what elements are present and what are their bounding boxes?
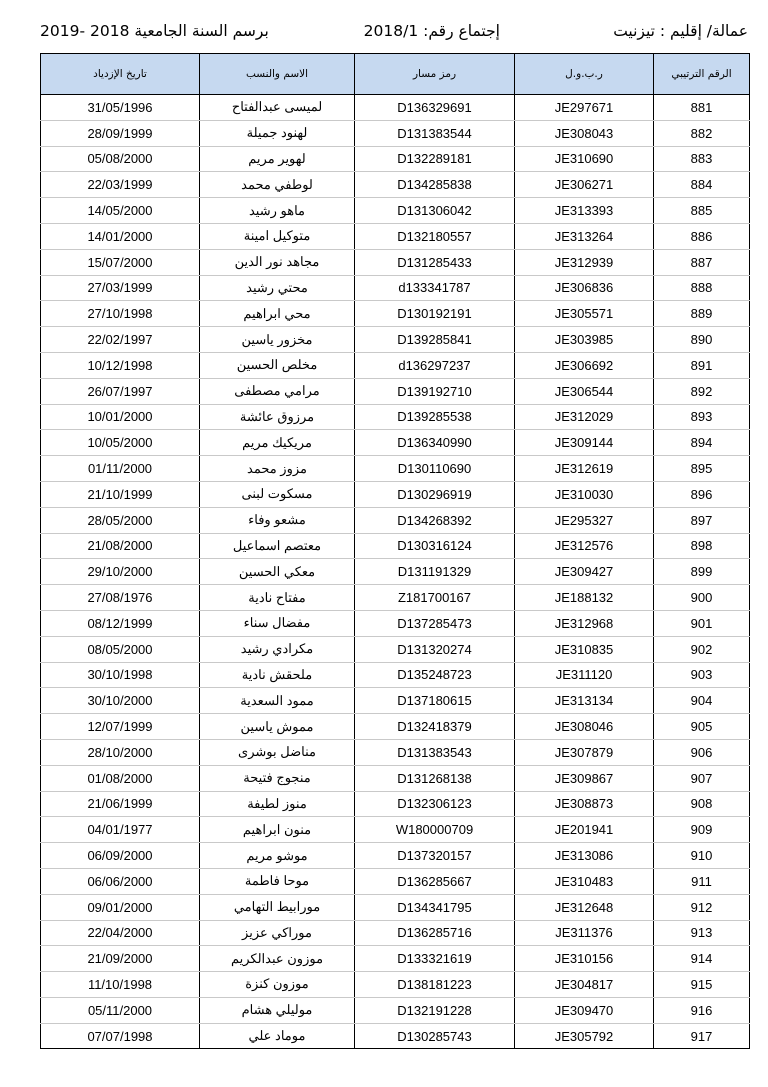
birthdate-cell: 21/10/1999 bbox=[41, 481, 200, 507]
table-row bbox=[41, 120, 750, 146]
cin-cell: JE297671 bbox=[515, 95, 654, 121]
document-header bbox=[40, 22, 748, 48]
massar-code-cell: D136285667 bbox=[355, 868, 515, 894]
massar-code-cell: D137285473 bbox=[355, 610, 515, 636]
name-cell: معتصم اسماعيل bbox=[200, 533, 355, 559]
cin-cell: JE308046 bbox=[515, 714, 654, 740]
table-row bbox=[41, 739, 750, 765]
col-header-massar: رمز مسار bbox=[355, 54, 515, 95]
massar-code-cell: D130110690 bbox=[355, 456, 515, 482]
name-cell: مشعو وفاء bbox=[200, 507, 355, 533]
cin-cell: JE312029 bbox=[515, 404, 654, 430]
serial-number-cell: 904 bbox=[654, 688, 750, 714]
birthdate-cell: 22/02/1997 bbox=[41, 327, 200, 353]
cin-cell: JE306271 bbox=[515, 172, 654, 198]
name-cell: مخلص الحسين bbox=[200, 352, 355, 378]
massar-code-cell: D131191329 bbox=[355, 559, 515, 585]
massar-code-cell: Z181700167 bbox=[355, 585, 515, 611]
col-header-serial: الرقم الترتيبي bbox=[654, 54, 750, 95]
cin-cell: JE201941 bbox=[515, 817, 654, 843]
table-row bbox=[41, 404, 750, 430]
birthdate-cell: 05/08/2000 bbox=[41, 146, 200, 172]
massar-code-cell: D130285743 bbox=[355, 1023, 515, 1049]
serial-number-cell: 891 bbox=[654, 352, 750, 378]
serial-number-cell: 889 bbox=[654, 301, 750, 327]
table-row bbox=[41, 714, 750, 740]
birthdate-cell: 22/04/2000 bbox=[41, 920, 200, 946]
serial-number-cell: 903 bbox=[654, 662, 750, 688]
birthdate-cell: 08/12/1999 bbox=[41, 610, 200, 636]
birthdate-cell: 31/05/1996 bbox=[41, 95, 200, 121]
birthdate-cell: 27/03/1999 bbox=[41, 275, 200, 301]
name-cell: موزون كنزة bbox=[200, 972, 355, 998]
cin-cell: JE309470 bbox=[515, 997, 654, 1023]
cin-cell: JE310483 bbox=[515, 868, 654, 894]
serial-number-cell: 882 bbox=[654, 120, 750, 146]
birthdate-cell: 06/09/2000 bbox=[41, 843, 200, 869]
table-row bbox=[41, 378, 750, 404]
table-row bbox=[41, 817, 750, 843]
birthdate-cell: 14/01/2000 bbox=[41, 223, 200, 249]
name-cell: مكرادي رشيد bbox=[200, 636, 355, 662]
serial-number-cell: 888 bbox=[654, 275, 750, 301]
table-row bbox=[41, 1023, 750, 1049]
cin-cell: JE306692 bbox=[515, 352, 654, 378]
cin-cell: JE306836 bbox=[515, 275, 654, 301]
birthdate-cell: 04/01/1977 bbox=[41, 817, 200, 843]
massar-code-cell: d133341787 bbox=[355, 275, 515, 301]
table-row bbox=[41, 172, 750, 198]
table-row bbox=[41, 688, 750, 714]
cin-cell: JE313393 bbox=[515, 198, 654, 224]
massar-code-cell: D134341795 bbox=[355, 894, 515, 920]
name-cell: مجاهد نور الدين bbox=[200, 249, 355, 275]
massar-code-cell: D134285838 bbox=[355, 172, 515, 198]
name-cell: لهوير مريم bbox=[200, 146, 355, 172]
cin-cell: JE295327 bbox=[515, 507, 654, 533]
massar-code-cell: D132418379 bbox=[355, 714, 515, 740]
massar-code-cell: D139285538 bbox=[355, 404, 515, 430]
name-cell: مريكيك مريم bbox=[200, 430, 355, 456]
birthdate-cell: 06/06/2000 bbox=[41, 868, 200, 894]
birthdate-cell: 14/05/2000 bbox=[41, 198, 200, 224]
serial-number-cell: 899 bbox=[654, 559, 750, 585]
table-row bbox=[41, 972, 750, 998]
birthdate-cell: 10/12/1998 bbox=[41, 352, 200, 378]
serial-number-cell: 884 bbox=[654, 172, 750, 198]
massar-code-cell: D131383544 bbox=[355, 120, 515, 146]
name-cell: موليلي هشام bbox=[200, 997, 355, 1023]
cin-cell: JE310030 bbox=[515, 481, 654, 507]
serial-number-cell: 898 bbox=[654, 533, 750, 559]
massar-code-cell: D138181223 bbox=[355, 972, 515, 998]
name-cell: موشو مريم bbox=[200, 843, 355, 869]
name-cell: ماهو رشيد bbox=[200, 198, 355, 224]
region-label: عمالة/ إقليم : تيزنيت bbox=[613, 22, 748, 40]
table-row bbox=[41, 791, 750, 817]
serial-number-cell: 905 bbox=[654, 714, 750, 740]
col-header-name: الاسم والنسب bbox=[200, 54, 355, 95]
meeting-number: إجتماع رقم: 2018/1 bbox=[363, 22, 500, 40]
table-row bbox=[41, 198, 750, 224]
serial-number-cell: 917 bbox=[654, 1023, 750, 1049]
birthdate-cell: 09/01/2000 bbox=[41, 894, 200, 920]
name-cell: مسكوت لبنى bbox=[200, 481, 355, 507]
table-row bbox=[41, 997, 750, 1023]
massar-code-cell: D130192191 bbox=[355, 301, 515, 327]
birthdate-cell: 30/10/1998 bbox=[41, 662, 200, 688]
birthdate-cell: 22/03/1999 bbox=[41, 172, 200, 198]
birthdate-cell: 30/10/2000 bbox=[41, 688, 200, 714]
name-cell: محتي رشيد bbox=[200, 275, 355, 301]
table-row bbox=[41, 765, 750, 791]
cin-cell: JE303985 bbox=[515, 327, 654, 353]
cin-cell: JE308043 bbox=[515, 120, 654, 146]
birthdate-cell: 01/11/2000 bbox=[41, 456, 200, 482]
massar-code-cell: D132306123 bbox=[355, 791, 515, 817]
serial-number-cell: 897 bbox=[654, 507, 750, 533]
table-row bbox=[41, 533, 750, 559]
cin-cell: JE311120 bbox=[515, 662, 654, 688]
birthdate-cell: 21/09/2000 bbox=[41, 946, 200, 972]
serial-number-cell: 914 bbox=[654, 946, 750, 972]
serial-number-cell: 895 bbox=[654, 456, 750, 482]
massar-code-cell: D135248723 bbox=[355, 662, 515, 688]
cin-cell: JE305571 bbox=[515, 301, 654, 327]
table-row bbox=[41, 146, 750, 172]
birthdate-cell: 26/07/1997 bbox=[41, 378, 200, 404]
cin-cell: JE310835 bbox=[515, 636, 654, 662]
birthdate-cell: 27/10/1998 bbox=[41, 301, 200, 327]
table-row bbox=[41, 894, 750, 920]
cin-cell: JE309867 bbox=[515, 765, 654, 791]
cin-cell: JE304817 bbox=[515, 972, 654, 998]
table-row bbox=[41, 95, 750, 121]
table-row bbox=[41, 507, 750, 533]
massar-code-cell: D132180557 bbox=[355, 223, 515, 249]
name-cell: مناضل بوشرى bbox=[200, 739, 355, 765]
serial-number-cell: 908 bbox=[654, 791, 750, 817]
col-header-birthdate: تاريخ الإزدياد bbox=[41, 54, 200, 95]
name-cell: منجوج فتيحة bbox=[200, 765, 355, 791]
birthdate-cell: 21/08/2000 bbox=[41, 533, 200, 559]
serial-number-cell: 890 bbox=[654, 327, 750, 353]
cin-cell: JE313086 bbox=[515, 843, 654, 869]
name-cell: مرامي مصطفى bbox=[200, 378, 355, 404]
table-body bbox=[41, 95, 750, 1049]
table-row bbox=[41, 249, 750, 275]
table-row bbox=[41, 920, 750, 946]
col-header-cin: ر.ب.و.ل bbox=[515, 54, 654, 95]
cin-cell: JE305792 bbox=[515, 1023, 654, 1049]
massar-code-cell: D139285841 bbox=[355, 327, 515, 353]
massar-code-cell: D137180615 bbox=[355, 688, 515, 714]
table-row bbox=[41, 946, 750, 972]
name-cell: لوطفي محمد bbox=[200, 172, 355, 198]
serial-number-cell: 913 bbox=[654, 920, 750, 946]
name-cell: مموش ياسين bbox=[200, 714, 355, 740]
massar-code-cell: D131383543 bbox=[355, 739, 515, 765]
students-table bbox=[40, 53, 750, 1049]
table-row bbox=[41, 610, 750, 636]
birthdate-cell: 28/05/2000 bbox=[41, 507, 200, 533]
academic-year: برسم السنة الجامعية 2018 -2019 bbox=[40, 22, 269, 40]
table-row bbox=[41, 559, 750, 585]
name-cell: لميسى عبدالفتاح bbox=[200, 95, 355, 121]
serial-number-cell: 910 bbox=[654, 843, 750, 869]
massar-code-cell: D131306042 bbox=[355, 198, 515, 224]
table-row bbox=[41, 352, 750, 378]
name-cell: مورابيط التهامي bbox=[200, 894, 355, 920]
table-row bbox=[41, 223, 750, 249]
birthdate-cell: 28/09/1999 bbox=[41, 120, 200, 146]
serial-number-cell: 896 bbox=[654, 481, 750, 507]
serial-number-cell: 911 bbox=[654, 868, 750, 894]
serial-number-cell: 892 bbox=[654, 378, 750, 404]
serial-number-cell: 886 bbox=[654, 223, 750, 249]
name-cell: مرزوق عائشة bbox=[200, 404, 355, 430]
birthdate-cell: 27/08/1976 bbox=[41, 585, 200, 611]
cin-cell: JE312648 bbox=[515, 894, 654, 920]
serial-number-cell: 881 bbox=[654, 95, 750, 121]
cin-cell: JE309144 bbox=[515, 430, 654, 456]
serial-number-cell: 900 bbox=[654, 585, 750, 611]
serial-number-cell: 894 bbox=[654, 430, 750, 456]
massar-code-cell: D136285716 bbox=[355, 920, 515, 946]
serial-number-cell: 907 bbox=[654, 765, 750, 791]
cin-cell: JE312968 bbox=[515, 610, 654, 636]
cin-cell: JE313134 bbox=[515, 688, 654, 714]
birthdate-cell: 15/07/2000 bbox=[41, 249, 200, 275]
cin-cell: JE309427 bbox=[515, 559, 654, 585]
table-row bbox=[41, 301, 750, 327]
birthdate-cell: 21/06/1999 bbox=[41, 791, 200, 817]
table-row bbox=[41, 868, 750, 894]
massar-code-cell: D136329691 bbox=[355, 95, 515, 121]
name-cell: ممود السعدية bbox=[200, 688, 355, 714]
birthdate-cell: 01/08/2000 bbox=[41, 765, 200, 791]
name-cell: مخزور ياسين bbox=[200, 327, 355, 353]
birthdate-cell: 10/05/2000 bbox=[41, 430, 200, 456]
massar-code-cell: D130316124 bbox=[355, 533, 515, 559]
serial-number-cell: 893 bbox=[654, 404, 750, 430]
massar-code-cell: D131268138 bbox=[355, 765, 515, 791]
birthdate-cell: 28/10/2000 bbox=[41, 739, 200, 765]
massar-code-cell: D139192710 bbox=[355, 378, 515, 404]
name-cell: موماد علي bbox=[200, 1023, 355, 1049]
cin-cell: JE312576 bbox=[515, 533, 654, 559]
name-cell: معكي الحسين bbox=[200, 559, 355, 585]
serial-number-cell: 909 bbox=[654, 817, 750, 843]
name-cell: ملحقش نادية bbox=[200, 662, 355, 688]
massar-code-cell: D133321619 bbox=[355, 946, 515, 972]
name-cell: متوكيل امينة bbox=[200, 223, 355, 249]
serial-number-cell: 887 bbox=[654, 249, 750, 275]
massar-code-cell: d136297237 bbox=[355, 352, 515, 378]
cin-cell: JE308873 bbox=[515, 791, 654, 817]
birthdate-cell: 10/01/2000 bbox=[41, 404, 200, 430]
massar-code-cell: D134268392 bbox=[355, 507, 515, 533]
birthdate-cell: 05/11/2000 bbox=[41, 997, 200, 1023]
massar-code-cell: D132191228 bbox=[355, 997, 515, 1023]
birthdate-cell: 12/07/1999 bbox=[41, 714, 200, 740]
cin-cell: JE307879 bbox=[515, 739, 654, 765]
name-cell: موزون عبدالكريم bbox=[200, 946, 355, 972]
cin-cell: JE313264 bbox=[515, 223, 654, 249]
cin-cell: JE311376 bbox=[515, 920, 654, 946]
name-cell: مفتاح نادية bbox=[200, 585, 355, 611]
massar-code-cell: D131320274 bbox=[355, 636, 515, 662]
table-row bbox=[41, 636, 750, 662]
birthdate-cell: 29/10/2000 bbox=[41, 559, 200, 585]
cin-cell: JE312619 bbox=[515, 456, 654, 482]
table-row bbox=[41, 843, 750, 869]
massar-code-cell: D136340990 bbox=[355, 430, 515, 456]
name-cell: مفضال سناء bbox=[200, 610, 355, 636]
massar-code-cell: D130296919 bbox=[355, 481, 515, 507]
table-row bbox=[41, 585, 750, 611]
serial-number-cell: 916 bbox=[654, 997, 750, 1023]
name-cell: مزوز محمد bbox=[200, 456, 355, 482]
serial-number-cell: 901 bbox=[654, 610, 750, 636]
massar-code-cell: D131285433 bbox=[355, 249, 515, 275]
table-row bbox=[41, 275, 750, 301]
serial-number-cell: 902 bbox=[654, 636, 750, 662]
table-row bbox=[41, 456, 750, 482]
cin-cell: JE306544 bbox=[515, 378, 654, 404]
table-row bbox=[41, 430, 750, 456]
cin-cell: JE188132 bbox=[515, 585, 654, 611]
name-cell: منون ابراهيم bbox=[200, 817, 355, 843]
name-cell: موراكي عزيز bbox=[200, 920, 355, 946]
massar-code-cell: W180000709 bbox=[355, 817, 515, 843]
table-header-row bbox=[41, 54, 750, 95]
name-cell: لهنود جميلة bbox=[200, 120, 355, 146]
cin-cell: JE310690 bbox=[515, 146, 654, 172]
serial-number-cell: 883 bbox=[654, 146, 750, 172]
cin-cell: JE312939 bbox=[515, 249, 654, 275]
table-row bbox=[41, 327, 750, 353]
serial-number-cell: 915 bbox=[654, 972, 750, 998]
serial-number-cell: 906 bbox=[654, 739, 750, 765]
massar-code-cell: D137320157 bbox=[355, 843, 515, 869]
table-row bbox=[41, 481, 750, 507]
name-cell: موحا فاطمة bbox=[200, 868, 355, 894]
serial-number-cell: 885 bbox=[654, 198, 750, 224]
massar-code-cell: D132289181 bbox=[355, 146, 515, 172]
birthdate-cell: 11/10/1998 bbox=[41, 972, 200, 998]
table-row bbox=[41, 662, 750, 688]
name-cell: منوز لطيفة bbox=[200, 791, 355, 817]
birthdate-cell: 08/05/2000 bbox=[41, 636, 200, 662]
cin-cell: JE310156 bbox=[515, 946, 654, 972]
serial-number-cell: 912 bbox=[654, 894, 750, 920]
name-cell: محي ابراهيم bbox=[200, 301, 355, 327]
birthdate-cell: 07/07/1998 bbox=[41, 1023, 200, 1049]
